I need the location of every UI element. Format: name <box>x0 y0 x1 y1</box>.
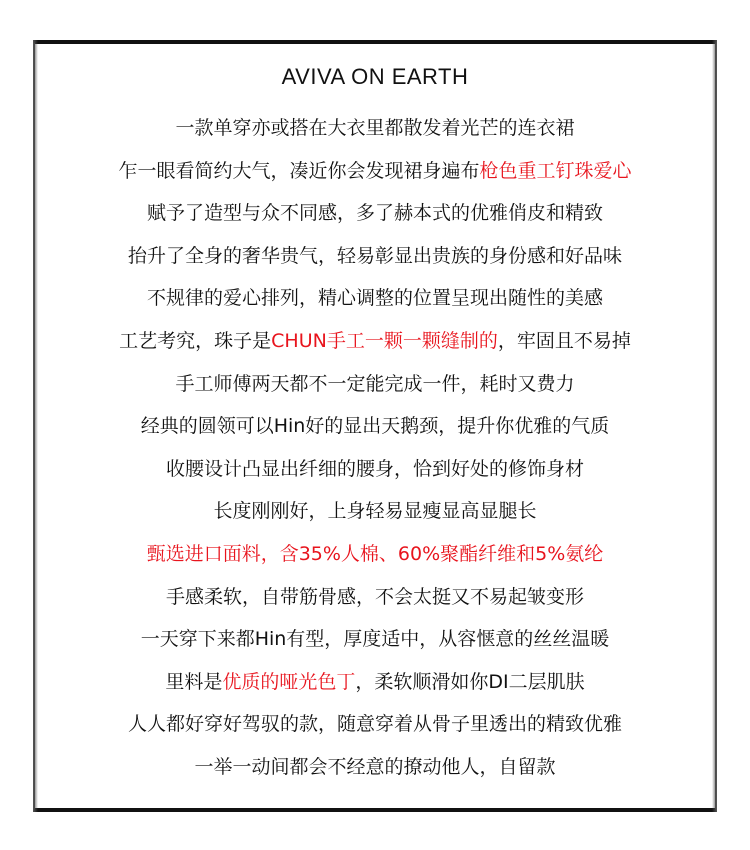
description-line-2: 乍一眼看简约大气，凑近你会发现裙身遍布枪色重工钉珠爱心 <box>118 159 632 182</box>
description-line-5: 不规律的爱心排列，精心调整的位置呈现出随性的美感 <box>146 287 603 310</box>
description-line-9: 收腰设计凸显出纤细的腰身，恰到好处的修饰身材 <box>165 457 584 480</box>
brand-title: AVIVA ON EARTH <box>281 64 469 89</box>
description-line-12: 手感柔软，自带筋骨感，不会太挺又不易起皱变形 <box>165 585 584 608</box>
description-line-1: 一款单穿亦或搭在大衣里都散发着光芒的连衣裙 <box>175 117 575 139</box>
description-lines <box>40 107 710 789</box>
highlight-text: 甄选进口面料，含35%人棉、60%聚酯纤维和5%氨纶 <box>146 542 604 565</box>
description-line-6: 工艺考究，珠子是CHUN手工一颗一颗缝制的，牢固且不易掉 <box>119 329 631 352</box>
highlight-text: CHUN手工一颗一颗缝制的 <box>271 329 498 352</box>
frame-right-edge <box>712 40 717 812</box>
description-line-13: 一天穿下来都Hin有型，厚度适中，从容惬意的丝丝温暖 <box>140 628 610 651</box>
description-line-8: 经典的圆领可以Hin好的显出天鹅颈，提升你优雅的气质 <box>140 415 610 438</box>
description-line-10: 长度刚刚好，上身轻易显瘦显高显腿长 <box>213 500 537 523</box>
frame-left-edge <box>33 40 38 812</box>
description-line-16: 一举一动间都会不经意的撩动他人，自留款 <box>194 755 556 778</box>
highlight-text: 优质的哑光色丁 <box>222 670 356 693</box>
description-line-7: 手工师傅两天都不一定能完成一件，耗时又费力 <box>175 372 575 395</box>
highlight-text: 枪色重工钉珠爱心 <box>479 159 632 182</box>
description-line-3: 赋予了造型与众不同感，多了赫本式的优雅俏皮和精致 <box>146 202 603 225</box>
description-line-15: 人人都好穿好驾驭的款，随意穿着从骨子里透出的精致优雅 <box>127 713 622 736</box>
description-line-4: 抬升了全身的奢华贵气，轻易彰显出贵族的身份感和好品味 <box>127 244 622 267</box>
description-line-11 <box>40 533 710 576</box>
description-line-14: 里料是优质的哑光色丁，柔软顺滑如你DI二层肌肤 <box>165 670 585 693</box>
